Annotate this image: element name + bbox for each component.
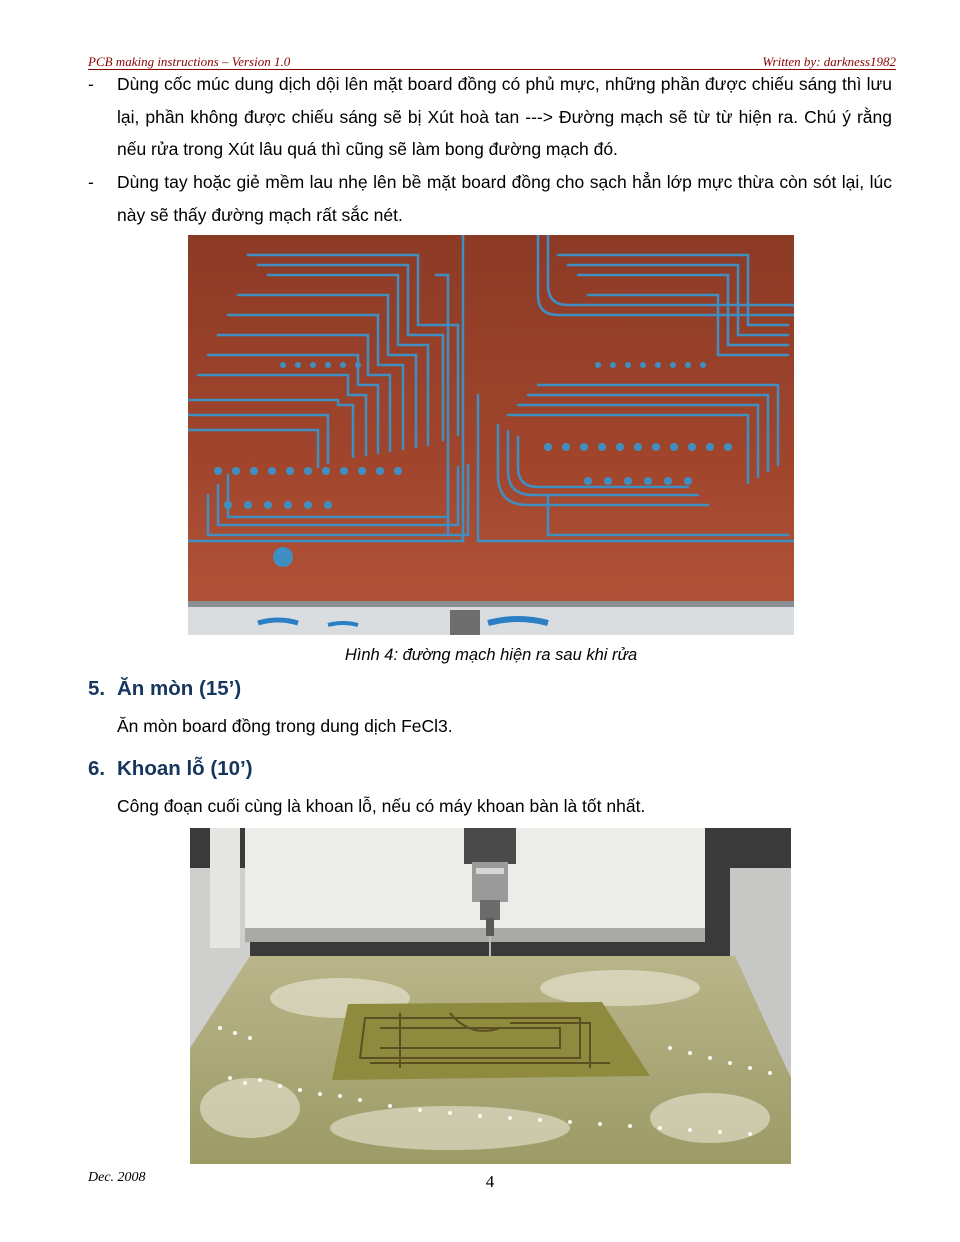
section-paragraph: Công đoạn cuối cùng là khoan lỗ, nếu có máy khoan bàn là tốt nhất. <box>117 796 646 816</box>
section-number: 6. <box>88 757 106 780</box>
header-author: Written by: darkness1982 <box>762 54 896 69</box>
section-number: 5. <box>88 677 106 700</box>
bullet-dash: - <box>88 74 94 94</box>
list-item <box>88 166 896 232</box>
bullet-text: Dùng cốc múc dung dịch dội lên mặt board đồng có phủ mực, những phần được chiếu sáng thì lưu lại, phần không được chiếu sáng sẽ bị Xút hoà tan ---> Đường mạch sẽ từ từ hiện ra. Chú ý rằng nếu rửa trong Xút lâu quá thì cũng sẽ làm bong đường mạch đó. <box>117 74 892 159</box>
section-paragraph: Ăn mòn board đồng trong dung dịch FeCl3. <box>117 716 453 736</box>
bullet-dash: - <box>88 172 94 192</box>
pcb-traces-image <box>188 235 794 635</box>
figure-caption: Hình 4: đường mạch hiện ra sau khi rửa <box>344 646 638 664</box>
drilling-image <box>190 828 791 1164</box>
header-title: PCB making instructions – Version 1.0 <box>88 54 291 69</box>
footer-date: Dec. 2008 <box>88 1170 146 1185</box>
section-title: Ăn mòn (15’) <box>117 677 242 700</box>
bullet-text: Dùng tay hoặc giẻ mềm lau nhẹ lên bề mặt board đồng cho sạch hẳn lớp mực thừa còn sót lại, lúc này sẽ thấy đường mạch rất sắc nét. <box>117 172 892 225</box>
drilling-photo <box>190 828 791 1164</box>
list-item <box>88 68 896 166</box>
section-title: Khoan lỗ (10’) <box>117 757 253 780</box>
page-number: 4 <box>485 1172 495 1191</box>
pcb-traces-photo <box>188 235 794 635</box>
